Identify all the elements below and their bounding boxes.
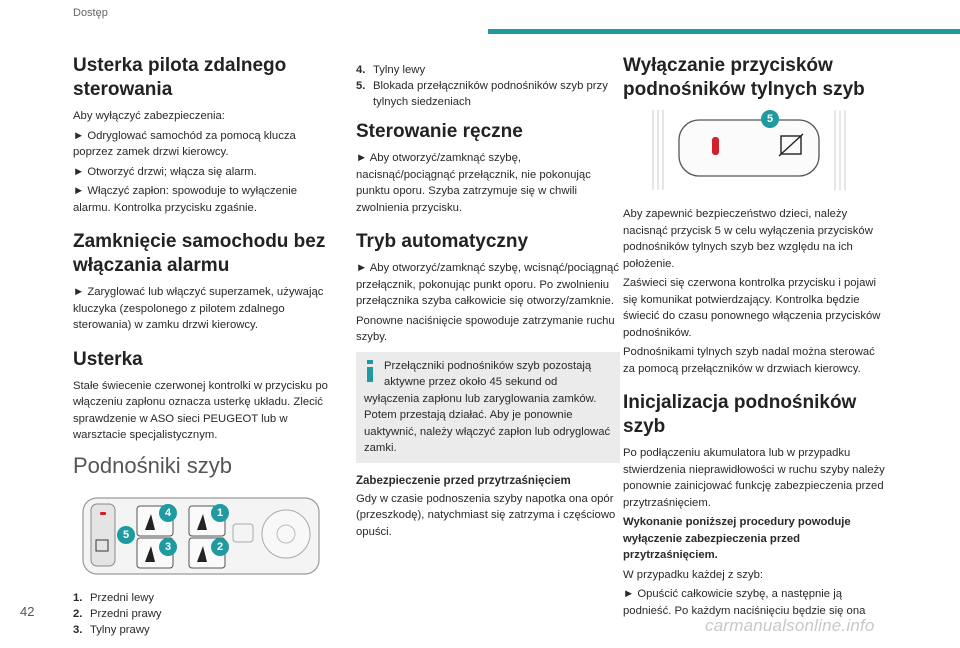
- para-init-bold: Wykonanie poniższej procedury powoduje wyłączenie zabezpieczenia przed przytrzaśnięciem.: [623, 516, 851, 561]
- para-remote-2: ► Odryglować samochód za pomocą klucza poprzez zamek drzwi kierowcy.: [73, 129, 296, 158]
- para-remote-3: ► Otworzyć drzwi; włącza się alarm.: [73, 165, 257, 178]
- heading-lock-no-alarm: Zamknięcie samochodu bez włączania alarmu: [73, 231, 326, 276]
- para-auto-2: Ponowne naciśnięcie spowoduje zatrzymanie ruchu szyby.: [356, 314, 615, 343]
- column-1: [73, 54, 331, 648]
- info-icon: [364, 360, 376, 382]
- window-list-2: [356, 62, 620, 110]
- callout-5: 5: [117, 526, 135, 544]
- para-init-2: W przypadku każdej z szyb:: [623, 568, 764, 581]
- window-switch-panel-illustration: [81, 496, 321, 576]
- section-title: Dostęp: [73, 7, 108, 19]
- callout-5: 5: [761, 110, 779, 128]
- callout-3: 3: [159, 538, 177, 556]
- info-box: [356, 352, 620, 463]
- heading-fault: Usterka: [73, 348, 143, 370]
- heading-anti-pinch: Zabezpieczenie przed przytrzaśnięciem: [356, 474, 571, 487]
- para-disable-1: Aby zapewnić bezpieczeństwo dzieci, należy nacisnąć przycisk 5 w celu wyłączenia przycisków podnośników tylnych szyb bez względu na ich położenie.: [623, 208, 873, 270]
- rear-lock-button-illustration: [649, 108, 849, 192]
- list-item: 4. Tylny lewy: [356, 64, 426, 76]
- window-list-1: [73, 590, 331, 638]
- para-fault: Stałe świecenie czerwonej kontrolki w przycisku po włączeniu zapłonu oznacza usterkę układu. Zlecić sprawdzenie w ASO sieci PEUGEOT lub w warsztacie specjalistycznym.: [73, 379, 328, 441]
- watermark: carmanualsonline.info: [705, 616, 875, 635]
- para-disable-3: Podnośnikami tylnych szyb nadal można sterować za pomocą przełączników w drzwiach kierowcy.: [623, 346, 875, 375]
- para-init-3: ► Opuścić całkowicie szybę, a następnie ją podnieść. Po każdym naciśnięciu będzie się ona: [623, 588, 866, 617]
- header-accent-bar: [488, 29, 960, 34]
- list-item: 1. Przedni lewy: [73, 591, 155, 604]
- para-manual: ► Aby otworzyć/zamknąć szybę, nacisnąć/pociągnąć przełącznik, nie pokonując punktu oporu. Szyba zatrzymuje się w chwili zwolnienia przycisku.: [356, 152, 591, 214]
- info-text-2: Potem przestają działać. Aby je ponownie uaktywnić, należy włączyć zapłon lub odryglować zamki.: [364, 409, 611, 454]
- heading-remote-fault: Usterka pilota zdalnego sterowania: [73, 55, 287, 100]
- page-number: 42: [20, 604, 35, 619]
- callout-2: 2: [211, 538, 229, 556]
- para-anti-pinch: Gdy w czasie podnoszenia szyby napotka ona opór (przeszkodę), natychmiast się zatrzyma i częściowo opuści.: [356, 492, 616, 538]
- heading-window-lifts: Podnośniki szyb: [73, 452, 232, 478]
- list-item: 3. Tylny prawy: [73, 623, 150, 636]
- column-3: [623, 54, 885, 622]
- heading-initialization: Inicjalizacja podnośników szyb: [623, 392, 857, 437]
- para-init-1: Po podłączeniu akumulatora lub w przypadku stwierdzenia nieprawidłowości w ruchu szyby należy ponownie zainicjować funkcję zabezpieczenia przed przytrzaśnięciem.: [623, 447, 885, 509]
- callout-1: 1: [211, 504, 229, 522]
- info-text-1: Przełączniki podnośników szyb pozostają aktywne przez około 45 sekund od wyłączenia zapłonu lub zaryglowania zamków.: [364, 359, 597, 405]
- callout-4: 4: [159, 504, 177, 522]
- para-disable-2: Zaświeci się czerwona kontrolka przycisku i pojawi się komunikat potwierdzający. Kontrolka będzie świecić do czasu ponownego włączenia przycisków podnośników.: [623, 277, 881, 339]
- column-2: [356, 62, 620, 543]
- heading-auto: Tryb automatyczny: [356, 231, 529, 252]
- heading-disable-rear: Wyłączanie przycisków podnośników tylnych szyb: [623, 55, 865, 100]
- para-auto-1: ► Aby otworzyć/zamknąć szybę, wcisnąć/pociągnąć przełącznik, pokonując punkt oporu. Po zwolnieniu przełącznika szyba całkowicie się otworzy/zamknie.: [356, 262, 619, 307]
- heading-manual: Sterowanie ręczne: [356, 121, 523, 142]
- list-item: 2. Przedni prawy: [73, 607, 162, 620]
- para-lock: ► Zaryglować lub włączyć superzamek, używając kluczyka (zespolonego z pilotem zdalnego sterowania) w zamku drzwi kierowcy.: [73, 286, 324, 331]
- list-item: 5. Blokada przełączników podnośników szyb przy tylnych siedzeniach: [356, 80, 608, 108]
- para-remote-4: ► Włączyć zapłon: spowoduje to wyłączenie alarmu. Kontrolka przycisku zgaśnie.: [73, 185, 298, 214]
- para-remote-1: Aby wyłączyć zabezpieczenia:: [73, 110, 225, 122]
